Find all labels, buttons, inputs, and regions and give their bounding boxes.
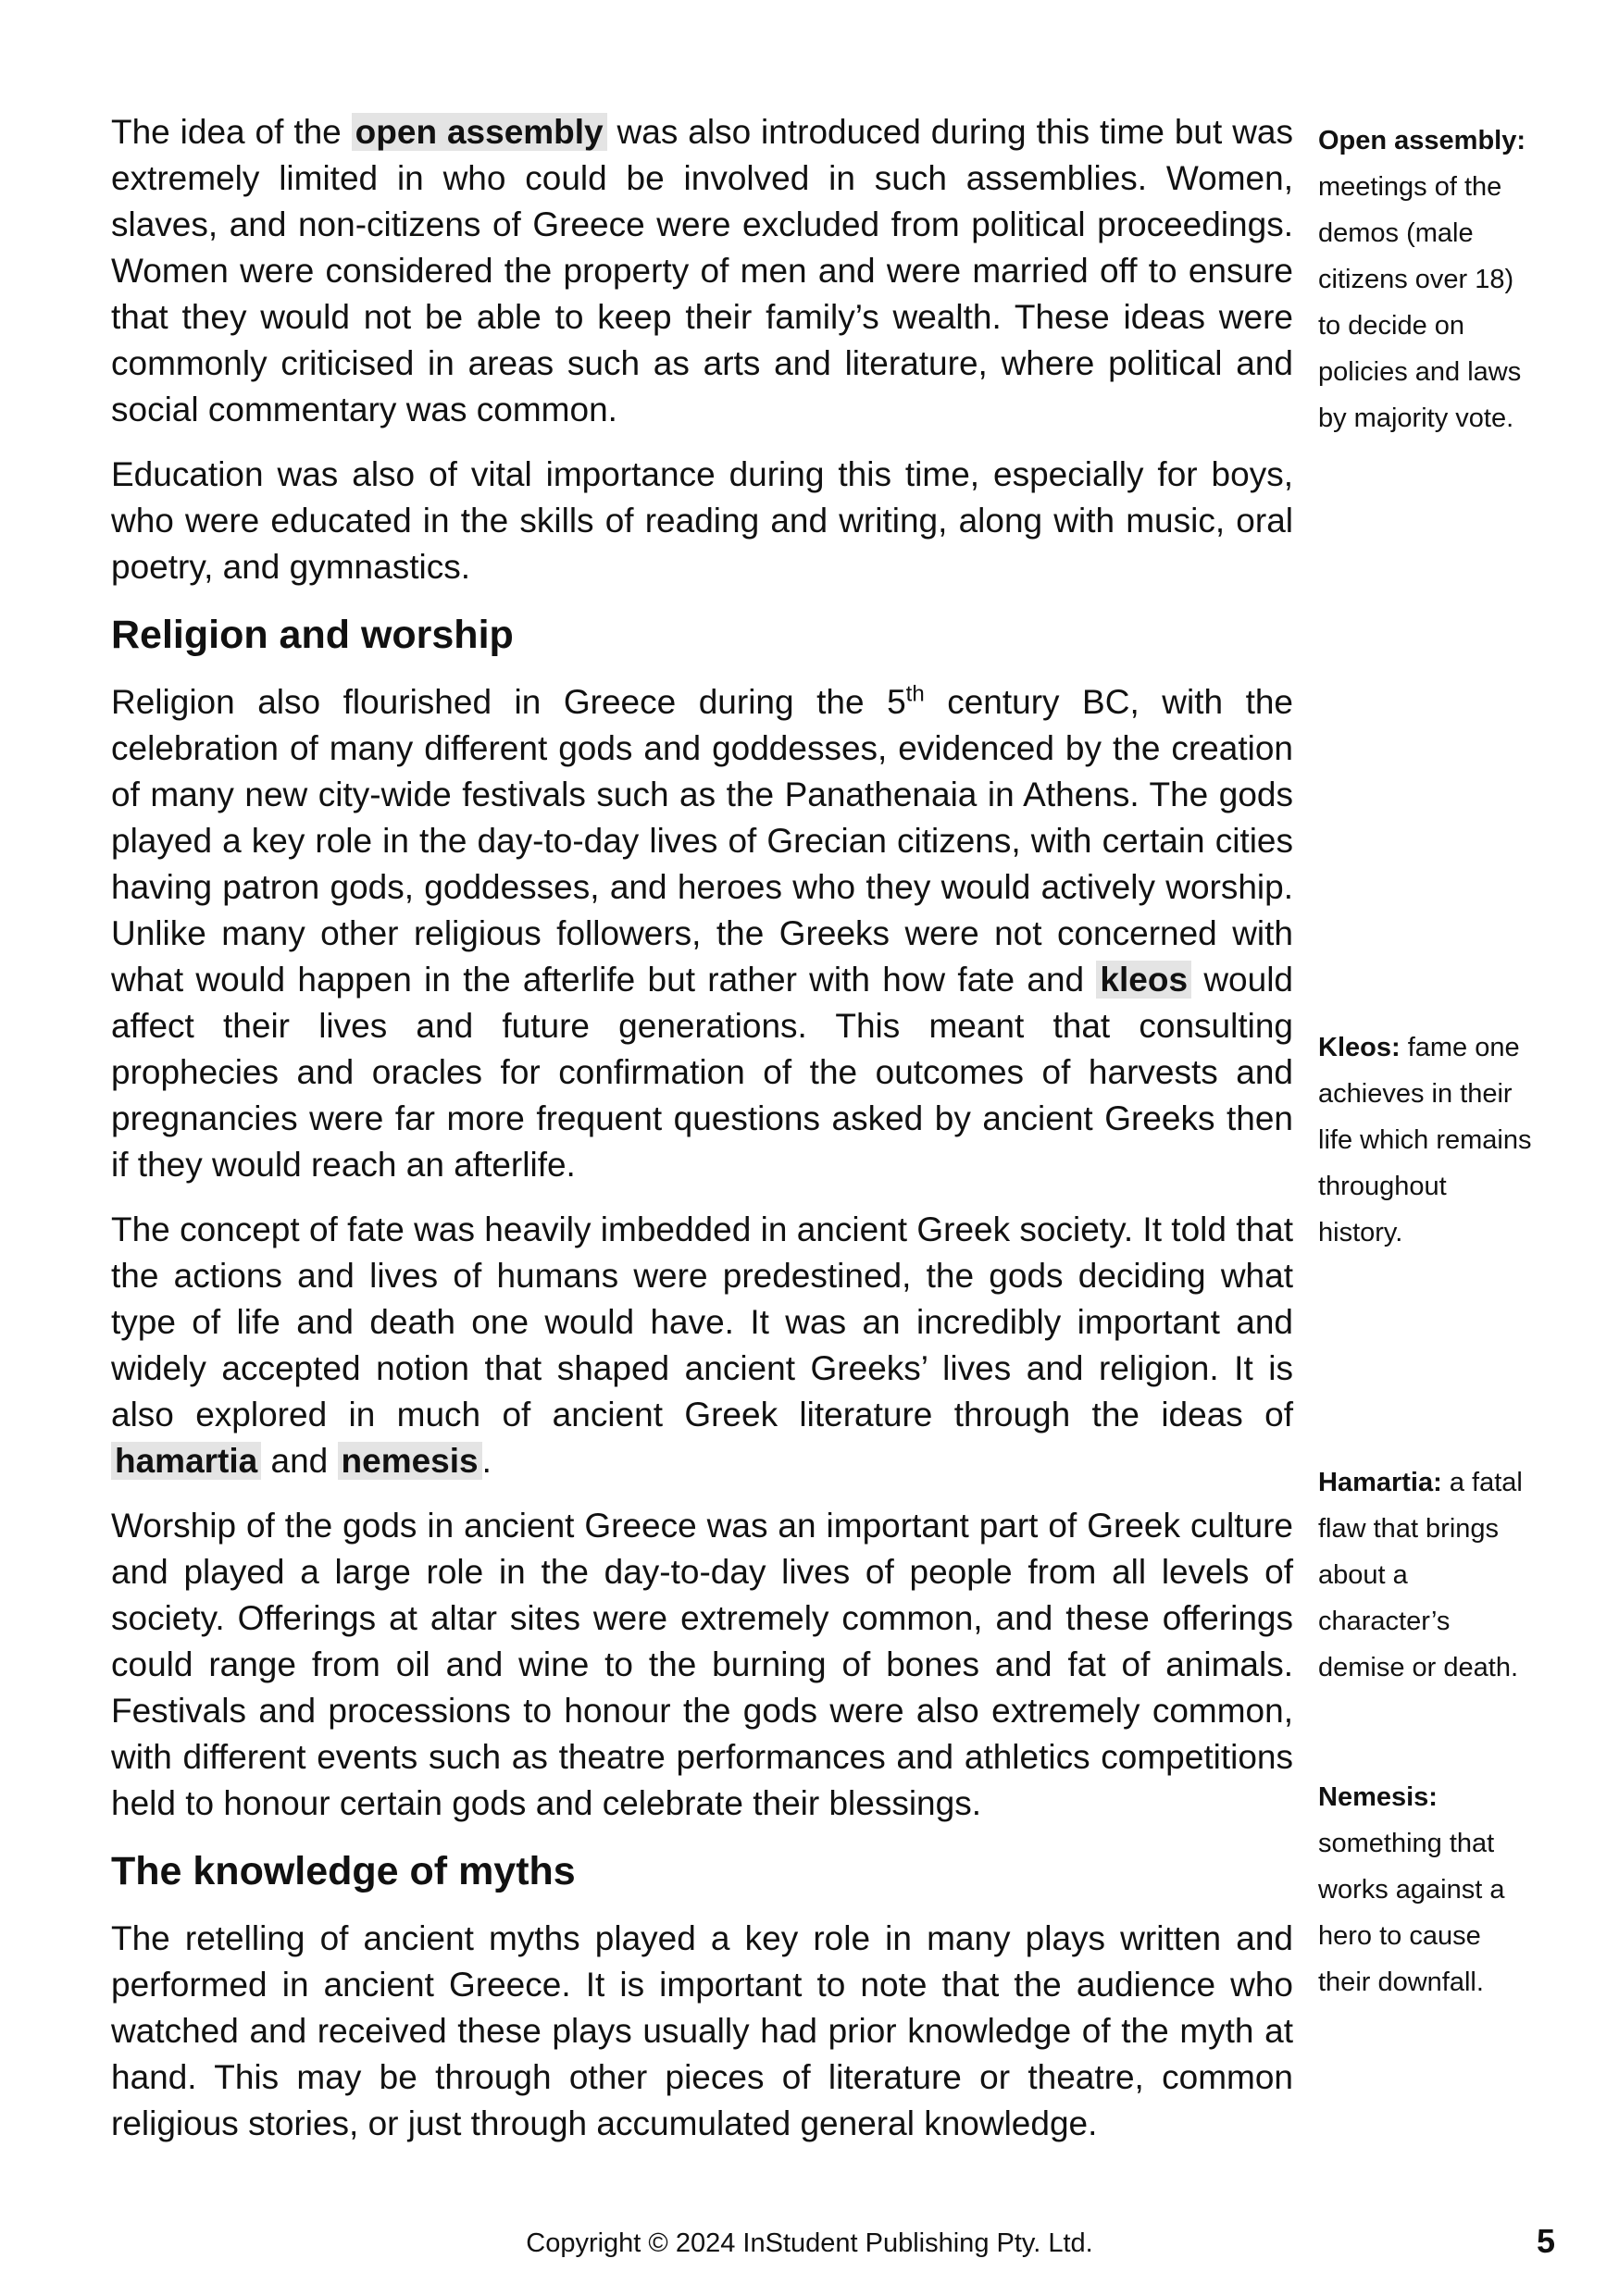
- definition-text: something that works against a hero to cause their downfall.: [1318, 1829, 1505, 1997]
- definition-term: Open assembly:: [1318, 126, 1526, 155]
- paragraph-religion: [111, 679, 1293, 1188]
- highlighted-term-open-assembly: open assembly: [352, 113, 607, 151]
- paragraph-education: Education was also of vital importance during this time, especially for boys, who were educated in the skills of reading and writing, along with music, oral poetry, and gymnastics.: [111, 455, 1293, 586]
- definition-term: Kleos:: [1318, 1033, 1401, 1062]
- highlighted-term-kleos: kleos: [1096, 961, 1191, 999]
- text-run: The concept of fate was heavily imbedded in ancient Greek society. It told that the actions and lives of humans were predestined, the gods deciding what type of life and death one would have. It was an incredibly important and widely accepted notion that shaped ancient Greeks’ lives and religion. It is also explored in much of ancient Greek literature through the ideas of: [111, 1210, 1293, 1433]
- highlighted-term-hamartia: hamartia: [111, 1442, 261, 1480]
- footer-copyright: Copyright © 2024 InStudent Publishing Pty. Ltd.: [526, 2228, 1093, 2258]
- paragraph-myths: The retelling of ancient myths played a key role in many plays written and performed in ancient Greece. It is important to note that the audience who watched and received these plays usually had prior knowledge of the myth at hand. This may be through other pieces of literature or theatre, common religious stories, or just through accumulated general knowledge.: [111, 1919, 1293, 2142]
- superscript: th: [905, 681, 925, 707]
- paragraph-fate: [111, 1207, 1293, 1484]
- sidebar-definition-open-assembly: [1318, 118, 1533, 441]
- text-run: Religion also flourished in Greece during the 5: [111, 683, 906, 721]
- highlighted-term-nemesis: nemesis: [338, 1442, 482, 1480]
- text-run: century BC, with the celebration of many different gods and goddesses, evidenced by the creation of many new city-wide festivals such as the Panathenaia in Athens. The gods played a key role in the day-to-day lives of Grecian citizens, with certain cities having patron gods, goddesses, and heroes who they would actively worship. Unlike many other religious followers, the Greeks were not concerned with what would happen in the afterlife but rather with how fate and: [111, 683, 1294, 999]
- text-run: would affect their lives and future generations. This meant that consulting prophecies and oracles for confirmation of the outcomes of harvests and pregnancies were far more frequent questions asked by ancient Greeks then if they would reach an afterlife.: [111, 961, 1293, 1184]
- definition-text: fame one achieves in their life which remains throughout history.: [1318, 1033, 1532, 1247]
- definition-text: meetings of the demos (male citizens over 18) to decide on policies and laws by majority vote.: [1318, 172, 1522, 433]
- paragraph-open-assembly: [111, 109, 1293, 433]
- definition-term: Hamartia:: [1318, 1468, 1442, 1497]
- definition-text: a fatal flaw that brings about a character’s demise or death.: [1318, 1468, 1523, 1682]
- page-number: 5: [1536, 2222, 1555, 2260]
- text-run: The idea of the: [111, 113, 352, 151]
- text-run: and: [261, 1442, 338, 1480]
- text-run: was also introduced during this time but was extremely limited in who could be involved in such assemblies. Women, slaves, and non-citizens of Greece were excluded from political proceedings. Women were considered the property of men and were married off to ensure that they would not be able to keep their family’s wealth. These ideas were commonly criticised in areas such as arts and literature, where political and social commentary was common.: [111, 113, 1293, 428]
- heading-religion-and-worship: Religion and worship: [111, 613, 514, 657]
- definition-term: Nemesis:: [1318, 1782, 1438, 1812]
- heading-knowledge-of-myths: The knowledge of myths: [111, 1849, 576, 1893]
- sidebar-definition-nemesis: [1318, 1774, 1533, 2005]
- sidebar-definition-kleos: [1318, 1024, 1533, 1256]
- sidebar-definition-hamartia: [1318, 1459, 1533, 1691]
- text-run: .: [481, 1442, 492, 1480]
- paragraph-worship: Worship of the gods in ancient Greece was an important part of Greek culture and played a large role in the day-to-day lives of people from all levels of society. Offerings at altar sites were extremely common, and these offerings could range from oil and wine to the burning of bones and fat of animals. Festivals and processions to honour the gods were also extremely common, with different events such as theatre performances and athletics competitions held to honour certain gods and celebrate their blessings.: [111, 1507, 1293, 1822]
- main-column: [111, 109, 1293, 2166]
